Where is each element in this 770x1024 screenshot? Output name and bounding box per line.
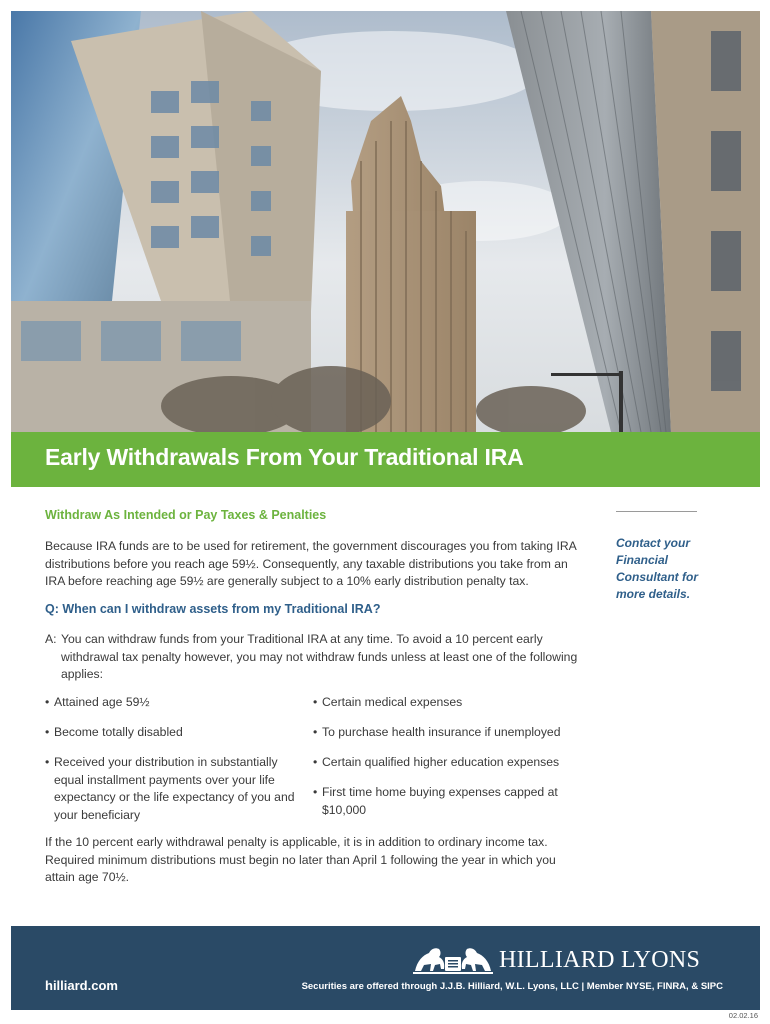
footer-band xyxy=(11,926,760,1010)
question-heading: Q: When can I withdraw assets from my Traditional IRA? xyxy=(45,602,381,616)
list-item: • Certain medical expenses xyxy=(313,694,573,712)
answer-label: A: xyxy=(45,632,57,646)
securities-disclaimer: Securities are offered through J.J.B. Hilliard, W.L. Lyons, LLC | Member NYSE, FINRA, & SIPC xyxy=(301,981,723,992)
bullet-icon: • xyxy=(313,785,318,799)
header-photo xyxy=(11,11,760,432)
page-title: Early Withdrawals From Your Traditional IRA xyxy=(45,444,524,470)
answer-text: You can withdraw funds from your Traditional IRA at any time. To avoid a 10 percent early withdrawal tax penalty however, you may not withdraw funds unless at least one of the following applies: xyxy=(61,632,578,681)
answer-block xyxy=(45,631,585,684)
city-buildings-photo xyxy=(11,11,760,432)
brand-name: HILLIARD LYONS xyxy=(499,947,701,973)
intro-paragraph: Because IRA funds are to be used for retirement, the government discourages you from taking IRA distributions before you reach age 59½. Consequently, any taxable distributions you take from an IRA before reaching age 59½ are generally subject to a 10% early distribution penalty tax. xyxy=(45,539,577,588)
bullet-icon: • xyxy=(45,755,50,769)
website-link[interactable]: hilliard.com xyxy=(45,978,118,993)
sidebar-divider xyxy=(616,511,697,512)
bullet-icon: • xyxy=(45,695,50,709)
list-item: • Attained age 59½ xyxy=(45,694,305,712)
lions-logo-icon xyxy=(411,943,495,977)
bullet-icon: • xyxy=(45,725,50,739)
list-item: • First time home buying expenses capped at $10,000 xyxy=(313,785,558,817)
list-item: • Received your distribution in substantially equal installment payments over your life expectancy or the life expectancy of you and your beneficiary xyxy=(45,755,295,822)
section-subhead: Withdraw As Intended or Pay Taxes & Penalties xyxy=(45,508,327,522)
sidebar-contact-note: Contact your Financial Consultant for more details. xyxy=(616,536,698,601)
title-band xyxy=(11,432,760,487)
brand-logo xyxy=(411,943,731,977)
list-item: • Become totally disabled xyxy=(45,724,305,742)
list-item: • To purchase health insurance if unemployed xyxy=(313,724,583,742)
bullet-icon: • xyxy=(313,695,318,709)
bullet-icon: • xyxy=(313,725,318,739)
date-code: 02.02.16 xyxy=(728,1011,758,1020)
closing-paragraph: If the 10 percent early withdrawal penalty is applicable, it is in addition to ordinary income tax. Required minimum distributions must begin no later than April 1 following the year in which you attain age 70½. xyxy=(45,835,556,884)
list-item: • Certain qualified higher education expenses xyxy=(313,754,583,772)
bullet-icon: • xyxy=(313,755,318,769)
